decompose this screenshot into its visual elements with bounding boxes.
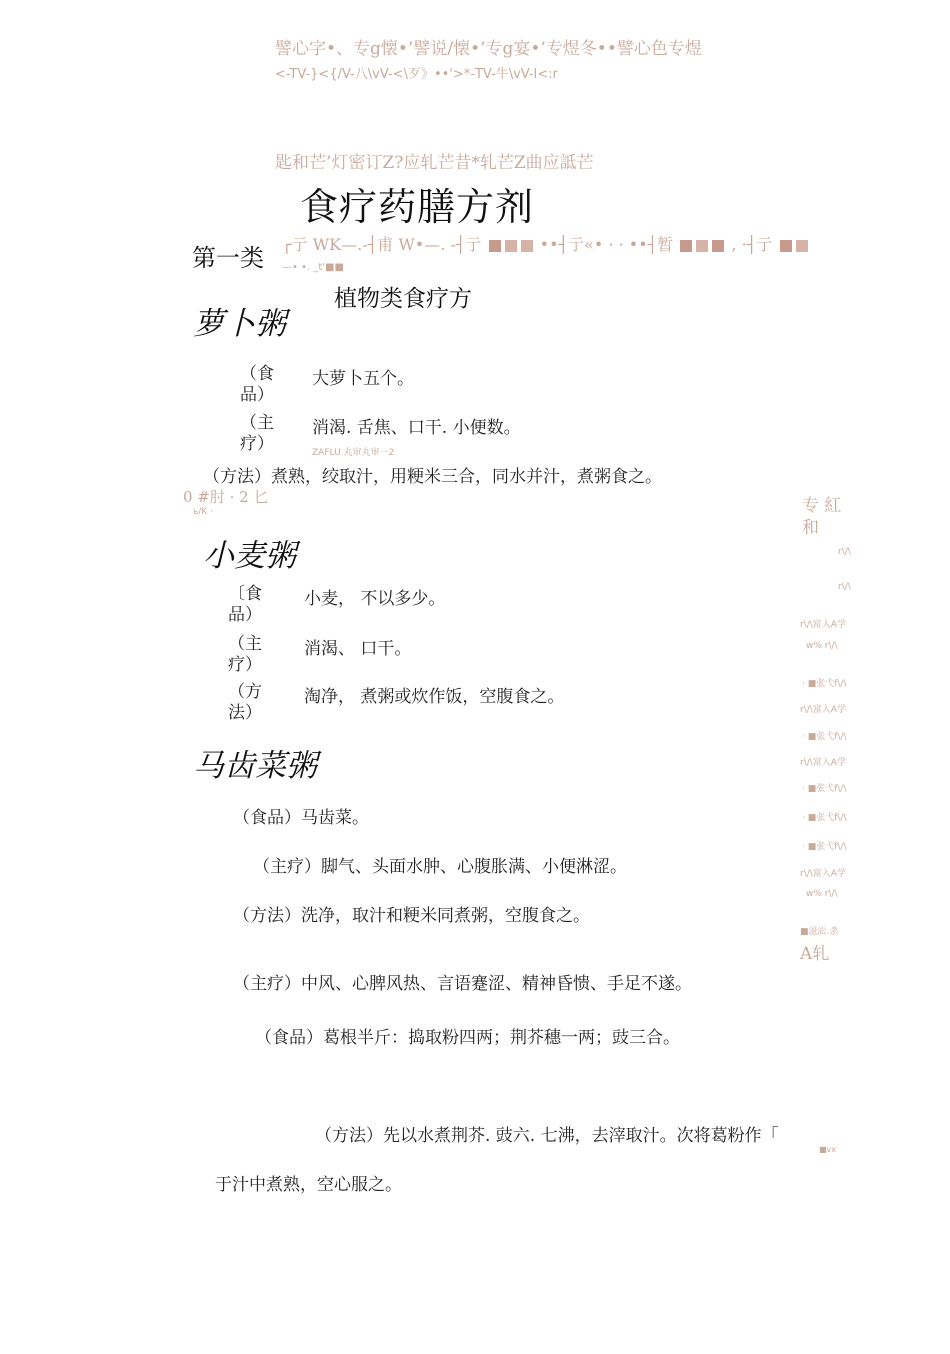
noise-header-line2: <-TV-}<{/V-八\vV-<\歹》••'>*-TV-牛\vV-l<:r bbox=[275, 67, 558, 82]
noise-square bbox=[712, 240, 724, 252]
side-noise-item: · ■张弋f\/\ bbox=[802, 784, 847, 794]
noise-header-line3: 匙和芒’灯密订Z?应轧芒昔*轧芒Z曲应詆芒 bbox=[275, 153, 594, 173]
noise-inline: ь/K · bbox=[193, 507, 213, 517]
page-title: 食疗药膳方剂 bbox=[300, 185, 535, 229]
recipe-heading: 马齿菜粥 bbox=[193, 748, 317, 784]
recipe-row-text: 淘净， 煮粥或炊作饭，空腹食之。 bbox=[304, 687, 565, 707]
recipe-heading: 小麦粥 bbox=[203, 538, 296, 574]
category-label: 第一类 bbox=[192, 244, 264, 272]
recipe-row-label: （主疗） bbox=[240, 413, 274, 454]
side-noise-item: r\/\ bbox=[838, 547, 851, 557]
subcategory-title: 植物类食疗方 bbox=[334, 286, 472, 312]
recipe-row-text: 消渴、 口干。 bbox=[304, 639, 412, 659]
side-noise-item: r\/\富入A学 bbox=[800, 620, 846, 630]
side-noise-item: · ■张弋f\/\ bbox=[802, 842, 847, 852]
noise-square bbox=[521, 240, 533, 252]
category-noise-text-3: , ·┤亍 bbox=[731, 235, 773, 254]
side-noise-item: r\/\富入A学 bbox=[800, 758, 846, 768]
recipe-row-label: 〔食品） bbox=[228, 584, 262, 625]
category-noise bbox=[282, 232, 810, 255]
recipe-row-text: （主疗）脚气、头面水肿、心腹胀满、小便淋涩。 bbox=[253, 857, 627, 877]
noise-square bbox=[796, 240, 808, 252]
recipe-row-text: 大萝卜五个。 bbox=[312, 369, 414, 389]
recipe-row-label: （方法） bbox=[228, 682, 262, 723]
side-noise-item: w% r\/\ bbox=[806, 641, 838, 651]
side-noise-item: · ■张弋f\/\ bbox=[802, 732, 847, 742]
recipe-row-label: （主疗） bbox=[228, 634, 262, 675]
noise-square bbox=[780, 240, 792, 252]
noise-inline: ZAFLU 丸审丸审一2 bbox=[312, 448, 395, 458]
recipe-row-text: （方法）先以水煮荆芥. 豉六. 七沸，去滓取汁。次将葛粉作「 bbox=[315, 1126, 779, 1146]
recipe-row-text: 小麦， 不以多少。 bbox=[304, 589, 446, 609]
category-noise-under: —• •. _t'■■ bbox=[282, 262, 344, 273]
noise-inline: 0 #肘 · 2 匕 bbox=[183, 488, 269, 506]
side-noise-bottom: A轧 bbox=[800, 944, 830, 964]
noise-header-line1: 譬心字•、专g懐•’譬说/懐•’专g宴•’专煜冬••譬心色专煜 bbox=[275, 39, 702, 59]
side-noise-item: · ■张弋f\/\ bbox=[802, 679, 847, 689]
recipe-row-text: （食品）葛根半斤：捣取粉四两；荆芥穗一两；豉三合。 bbox=[255, 1028, 680, 1048]
side-noise-item: r\/\富入A学 bbox=[800, 869, 846, 879]
side-noise-item: · ■张弋f\/\ bbox=[802, 813, 847, 823]
noise-corner: ■vx bbox=[819, 1145, 837, 1154]
recipe-row-text: （方法）煮熟，绞取汁，用粳米三合，同水并汁，煮粥食之。 bbox=[203, 467, 662, 487]
side-noise-top: 专 紅 bbox=[802, 496, 842, 516]
side-noise-item: w% r\/\ bbox=[806, 889, 838, 899]
category-noise-text-2: ••┤亍«• · · ••┤暂 bbox=[539, 235, 674, 254]
side-noise-item: r\/\ bbox=[838, 582, 851, 592]
recipe-row-text: （方法）洗净，取汁和粳米同煮粥，空腹食之。 bbox=[233, 906, 590, 926]
recipe-row-text: 消渴. 舌焦、口干. 小便数。 bbox=[312, 418, 521, 438]
recipe-row-text: 于汁中煮熟，空心服之。 bbox=[215, 1175, 402, 1195]
recipe-heading: 萝卜粥 bbox=[193, 306, 286, 342]
recipe-row-label: （食品） bbox=[240, 364, 274, 405]
side-noise-top2: 和 bbox=[802, 518, 819, 538]
side-noise-item: r\/\富入A学 bbox=[800, 705, 846, 715]
noise-square bbox=[505, 240, 517, 252]
noise-square bbox=[489, 240, 501, 252]
recipe-row-text: （食品）马齿菜。 bbox=[233, 808, 369, 828]
side-noise-item: ■滋訟.杀 bbox=[800, 927, 839, 937]
noise-square bbox=[680, 240, 692, 252]
recipe-row-text: （主疗）中风、心脾风热、言语蹇涩、精神昏愦、手足不遂。 bbox=[233, 974, 692, 994]
noise-square bbox=[696, 240, 708, 252]
category-noise-text-1: ┌亍 WK—.-┤甫 W•—. -┤亍 bbox=[282, 235, 482, 254]
